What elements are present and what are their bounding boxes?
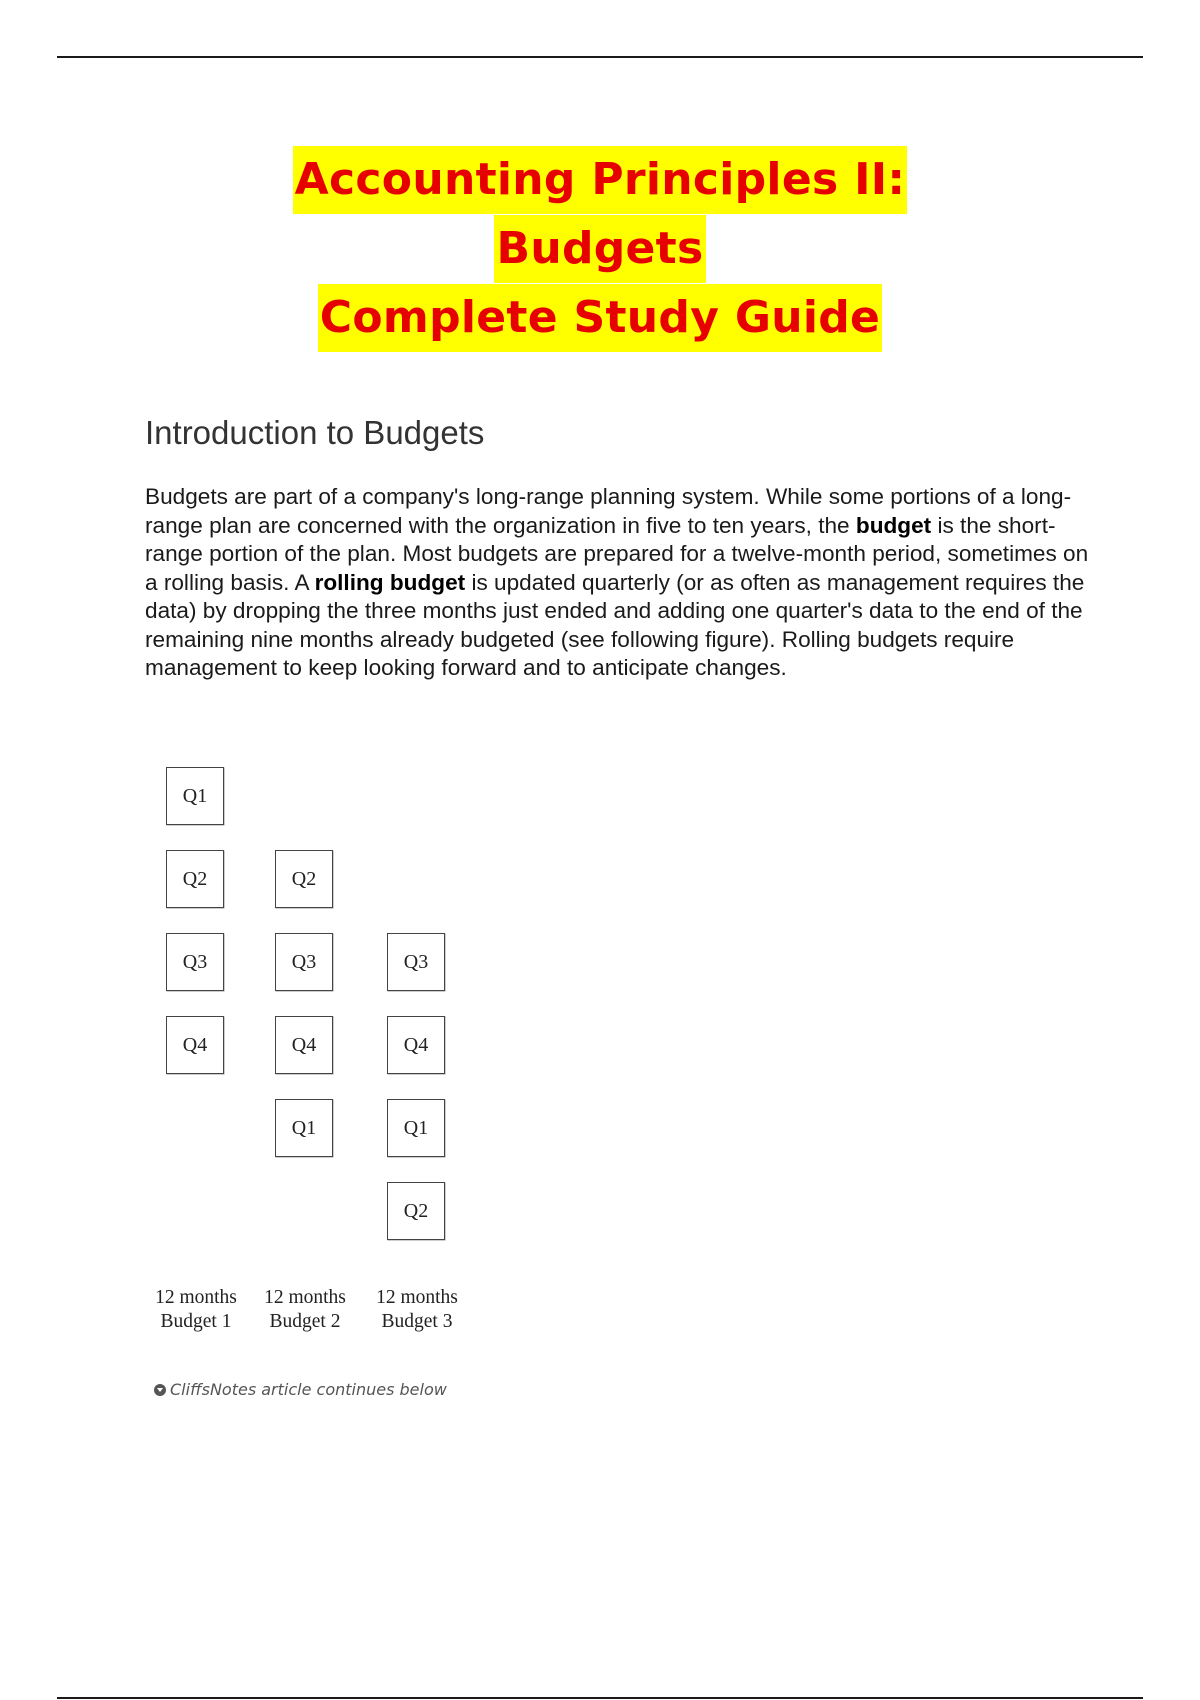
quarter-box: Q1: [166, 767, 224, 825]
budget-label-1: [141, 1286, 251, 1334]
budget-label-line: 12 months: [264, 1287, 346, 1308]
budget-label-line: 12 months: [376, 1287, 458, 1308]
quarter-box: Q1: [387, 1099, 445, 1157]
term-rolling-budget: rolling budget: [314, 569, 466, 595]
budget-label-line: Budget 3: [381, 1311, 453, 1332]
budget-label-3: [362, 1286, 472, 1334]
quarter-box: Q2: [387, 1182, 445, 1240]
document-title: [0, 146, 1200, 353]
paragraph-text-3: is updated quarterly (or as often as management requires the data) by dropping the three months just ended and adding one quarter's data to the end of the remaining nine months already budgeted (see following figure). Rolling budgets require management to keep looking forward and to anticipate changes.: [145, 569, 1085, 680]
intro-paragraph: [145, 483, 1090, 683]
quarter-box: Q3: [387, 933, 445, 991]
continues-note-text: CliffsNotes article continues below: [170, 1380, 447, 1399]
quarter-box: Q3: [166, 933, 224, 991]
title-line-2: Budgets: [494, 215, 705, 283]
chevron-down-icon: [154, 1384, 166, 1396]
budget-label-line: Budget 1: [160, 1311, 232, 1332]
quarter-box: Q2: [166, 850, 224, 908]
budget-label-line: Budget 2: [269, 1311, 341, 1332]
section-heading: Introduction to Budgets: [145, 414, 485, 451]
quarter-box: Q1: [275, 1099, 333, 1157]
term-budget: budget: [855, 512, 932, 538]
title-line-3: Complete Study Guide: [318, 284, 882, 352]
paragraph-text-2: is the short-range portion of the plan. Most budgets are prepared for a twelve-month period, sometimes on a rolling basis. A: [145, 512, 1089, 595]
quarter-box: Q4: [166, 1016, 224, 1074]
top-rule: [57, 56, 1143, 58]
budget-label-line: 12 months: [155, 1287, 237, 1308]
quarter-box: Q3: [275, 933, 333, 991]
title-line-1: Accounting Principles II:: [293, 146, 908, 214]
paragraph-text-1: Budgets are part of a company's long-range planning system. While some portions of a long-range plan are concerned with the organization in five to ten years, the: [145, 484, 1072, 538]
budget-label-2: [250, 1286, 360, 1334]
article-continues-note: [154, 1380, 447, 1399]
quarter-box: Q4: [275, 1016, 333, 1074]
quarter-box: Q4: [387, 1016, 445, 1074]
bottom-rule: [57, 1697, 1143, 1699]
quarter-box: Q2: [275, 850, 333, 908]
